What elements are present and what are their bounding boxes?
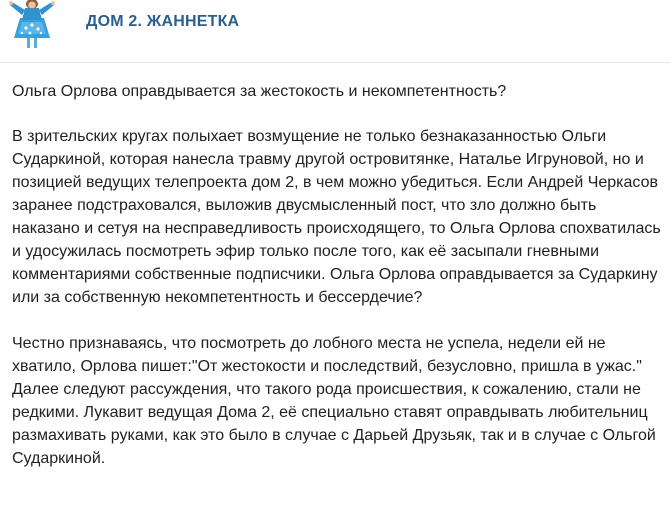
- site-header: [0, 0, 670, 60]
- article-body: [12, 80, 664, 470]
- header-divider: [0, 62, 670, 63]
- woman-figure-icon[interactable]: [0, 0, 64, 50]
- article-paragraph-2: Честно признаваясь, что посмотреть до лобного места не успела, недели ей не хватило, Орлова пишет:"От жестокости и последствий, безусловно, пришла в ужас." Далее следуют рассуждения, что такого рода происшествия, к сожалению, стали не редкими. Лукавит ведущая Дома 2, её специально ставят оправдывать любительниц размахивать руками, как это было в случае с Дарьей Друзьяк, так и в случае с Ольгой Сударкиной.: [12, 335, 656, 467]
- article-paragraph-1: В зрительских кругах полыхает возмущение не только безнаказанностью Ольги Сударкиной, которая нанесла травму другой островитянке, Наталье Игруновой, но и позицией ведущих телепроекта дом 2, в чем можно убедиться. Если Андрей Черкасов заранее подстраховался, выложив двусмысленный пост, что зло должно быть наказано и сетуя на несправедливость происходящего, то Ольга Орлова спохватилась и удосужилась посмотреть эфир только после того, как её засыпали гневными комментариями собственные подписчики. Ольга Орлова оправдывается за Сударкину или за собственную некомпетентность и бессердечие?: [12, 128, 661, 306]
- article-title: Ольга Орлова оправдывается за жестокость и некомпетентность?: [12, 83, 507, 100]
- site-title[interactable]: ДОМ 2. ЖАННЕТКА: [86, 13, 240, 30]
